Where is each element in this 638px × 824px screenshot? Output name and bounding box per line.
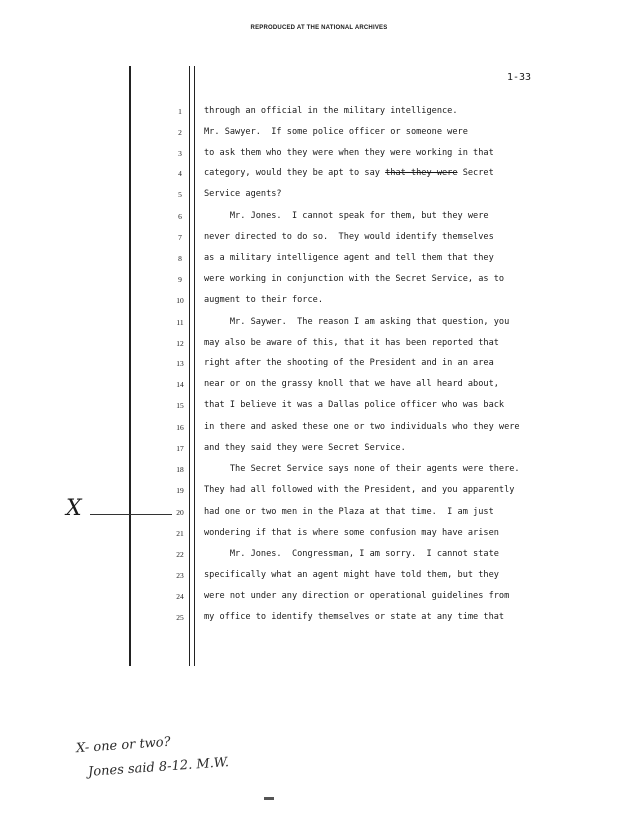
line-number: 11: [176, 318, 184, 327]
line-number: 24: [176, 592, 184, 601]
line-number: 19: [176, 486, 184, 495]
line-number: 13: [176, 359, 184, 368]
transcript-line: were not under any direction or operational guidelines from: [204, 591, 510, 601]
transcript-line: through an official in the military intelligence.: [204, 106, 458, 116]
page-number: 1-33: [507, 72, 532, 83]
line-number-rule-right: [194, 66, 195, 666]
transcript-line: as a military intelligence agent and tell them that they: [204, 253, 494, 263]
line-number: 22: [176, 550, 184, 559]
handwritten-note-line2: Jones said 8-12. M.W.: [87, 755, 230, 780]
line-number: 18: [176, 465, 184, 474]
line-number: 23: [176, 571, 184, 580]
transcript-line: specifically what an agent might have told them, but they: [204, 570, 499, 580]
transcript-line: Mr. Jones. I cannot speak for them, but they were: [204, 211, 489, 221]
line-number: 1: [178, 107, 182, 116]
transcript-line: They had all followed with the President, and you apparently: [204, 485, 515, 495]
transcript-line: that I believe it was a Dallas police officer who was back: [204, 400, 505, 410]
line-number: 8: [178, 254, 182, 263]
footer-mark: [264, 797, 274, 800]
line-number: 4: [178, 169, 182, 178]
transcript-line: [204, 168, 494, 178]
transcript-line: Mr. Saywer. The reason I am asking that question, you: [204, 317, 510, 327]
line-number: 14: [176, 380, 184, 389]
line-number: 6: [178, 212, 182, 221]
transcript-line: and they said they were Secret Service.: [204, 443, 406, 453]
transcript-line: Mr. Jones. Congressman, I am sorry. I cannot state: [204, 549, 499, 559]
transcript-line: had one or two men in the Plaza at that time. I am just: [204, 507, 494, 517]
line-number: 17: [176, 444, 184, 453]
transcript-line: right after the shooting of the President and in an area: [204, 358, 494, 368]
line-number: 20: [176, 508, 184, 517]
line-number: 3: [178, 149, 182, 158]
transcript-line: my office to identify themselves or state at any time that: [204, 612, 505, 622]
transcript-line: never directed to do so. They would identify themselves: [204, 232, 494, 242]
handwritten-note-line1: X- one or two?: [75, 734, 172, 757]
line-number: 9: [178, 275, 182, 284]
left-margin-rule: [129, 66, 131, 666]
transcript-line: in there and asked these one or two individuals who they were: [204, 422, 520, 432]
transcript-line: near or on the grassy knoll that we have all heard about,: [204, 379, 499, 389]
line-text-after: Secret: [457, 168, 494, 178]
line-number-rule-left: [189, 66, 190, 666]
line-text-before: category, would they be apt to say: [204, 168, 386, 178]
transcript-line: The Secret Service says none of their agents were there.: [204, 464, 520, 474]
line-number: 2: [178, 128, 182, 137]
transcript-line: may also be aware of this, that it has been reported that: [204, 338, 499, 348]
line-number: 5: [178, 190, 182, 199]
line-number: 7: [178, 233, 182, 242]
margin-x-mark: X: [66, 496, 82, 521]
line-number: 16: [176, 423, 184, 432]
line-number: 25: [176, 613, 184, 622]
transcript-line: augment to their force.: [204, 295, 323, 305]
transcript-line: Mr. Sawyer. If some police officer or someone were: [204, 127, 468, 137]
transcript-line: Service agents?: [204, 189, 282, 199]
transcript-line: were working in conjunction with the Secret Service, as to: [204, 274, 505, 284]
transcript-line: to ask them who they were when they were working in that: [204, 148, 494, 158]
line-number: 21: [176, 529, 184, 538]
margin-pointer-line: [90, 514, 172, 515]
line-number: 12: [176, 339, 184, 348]
line-number: 15: [176, 401, 184, 410]
struck-text: that they were: [385, 168, 458, 178]
line-number: 10: [176, 296, 184, 305]
transcript-line: wondering if that is where some confusion may have arisen: [204, 528, 499, 538]
archive-header: REPRODUCED AT THE NATIONAL ARCHIVES: [250, 25, 388, 31]
